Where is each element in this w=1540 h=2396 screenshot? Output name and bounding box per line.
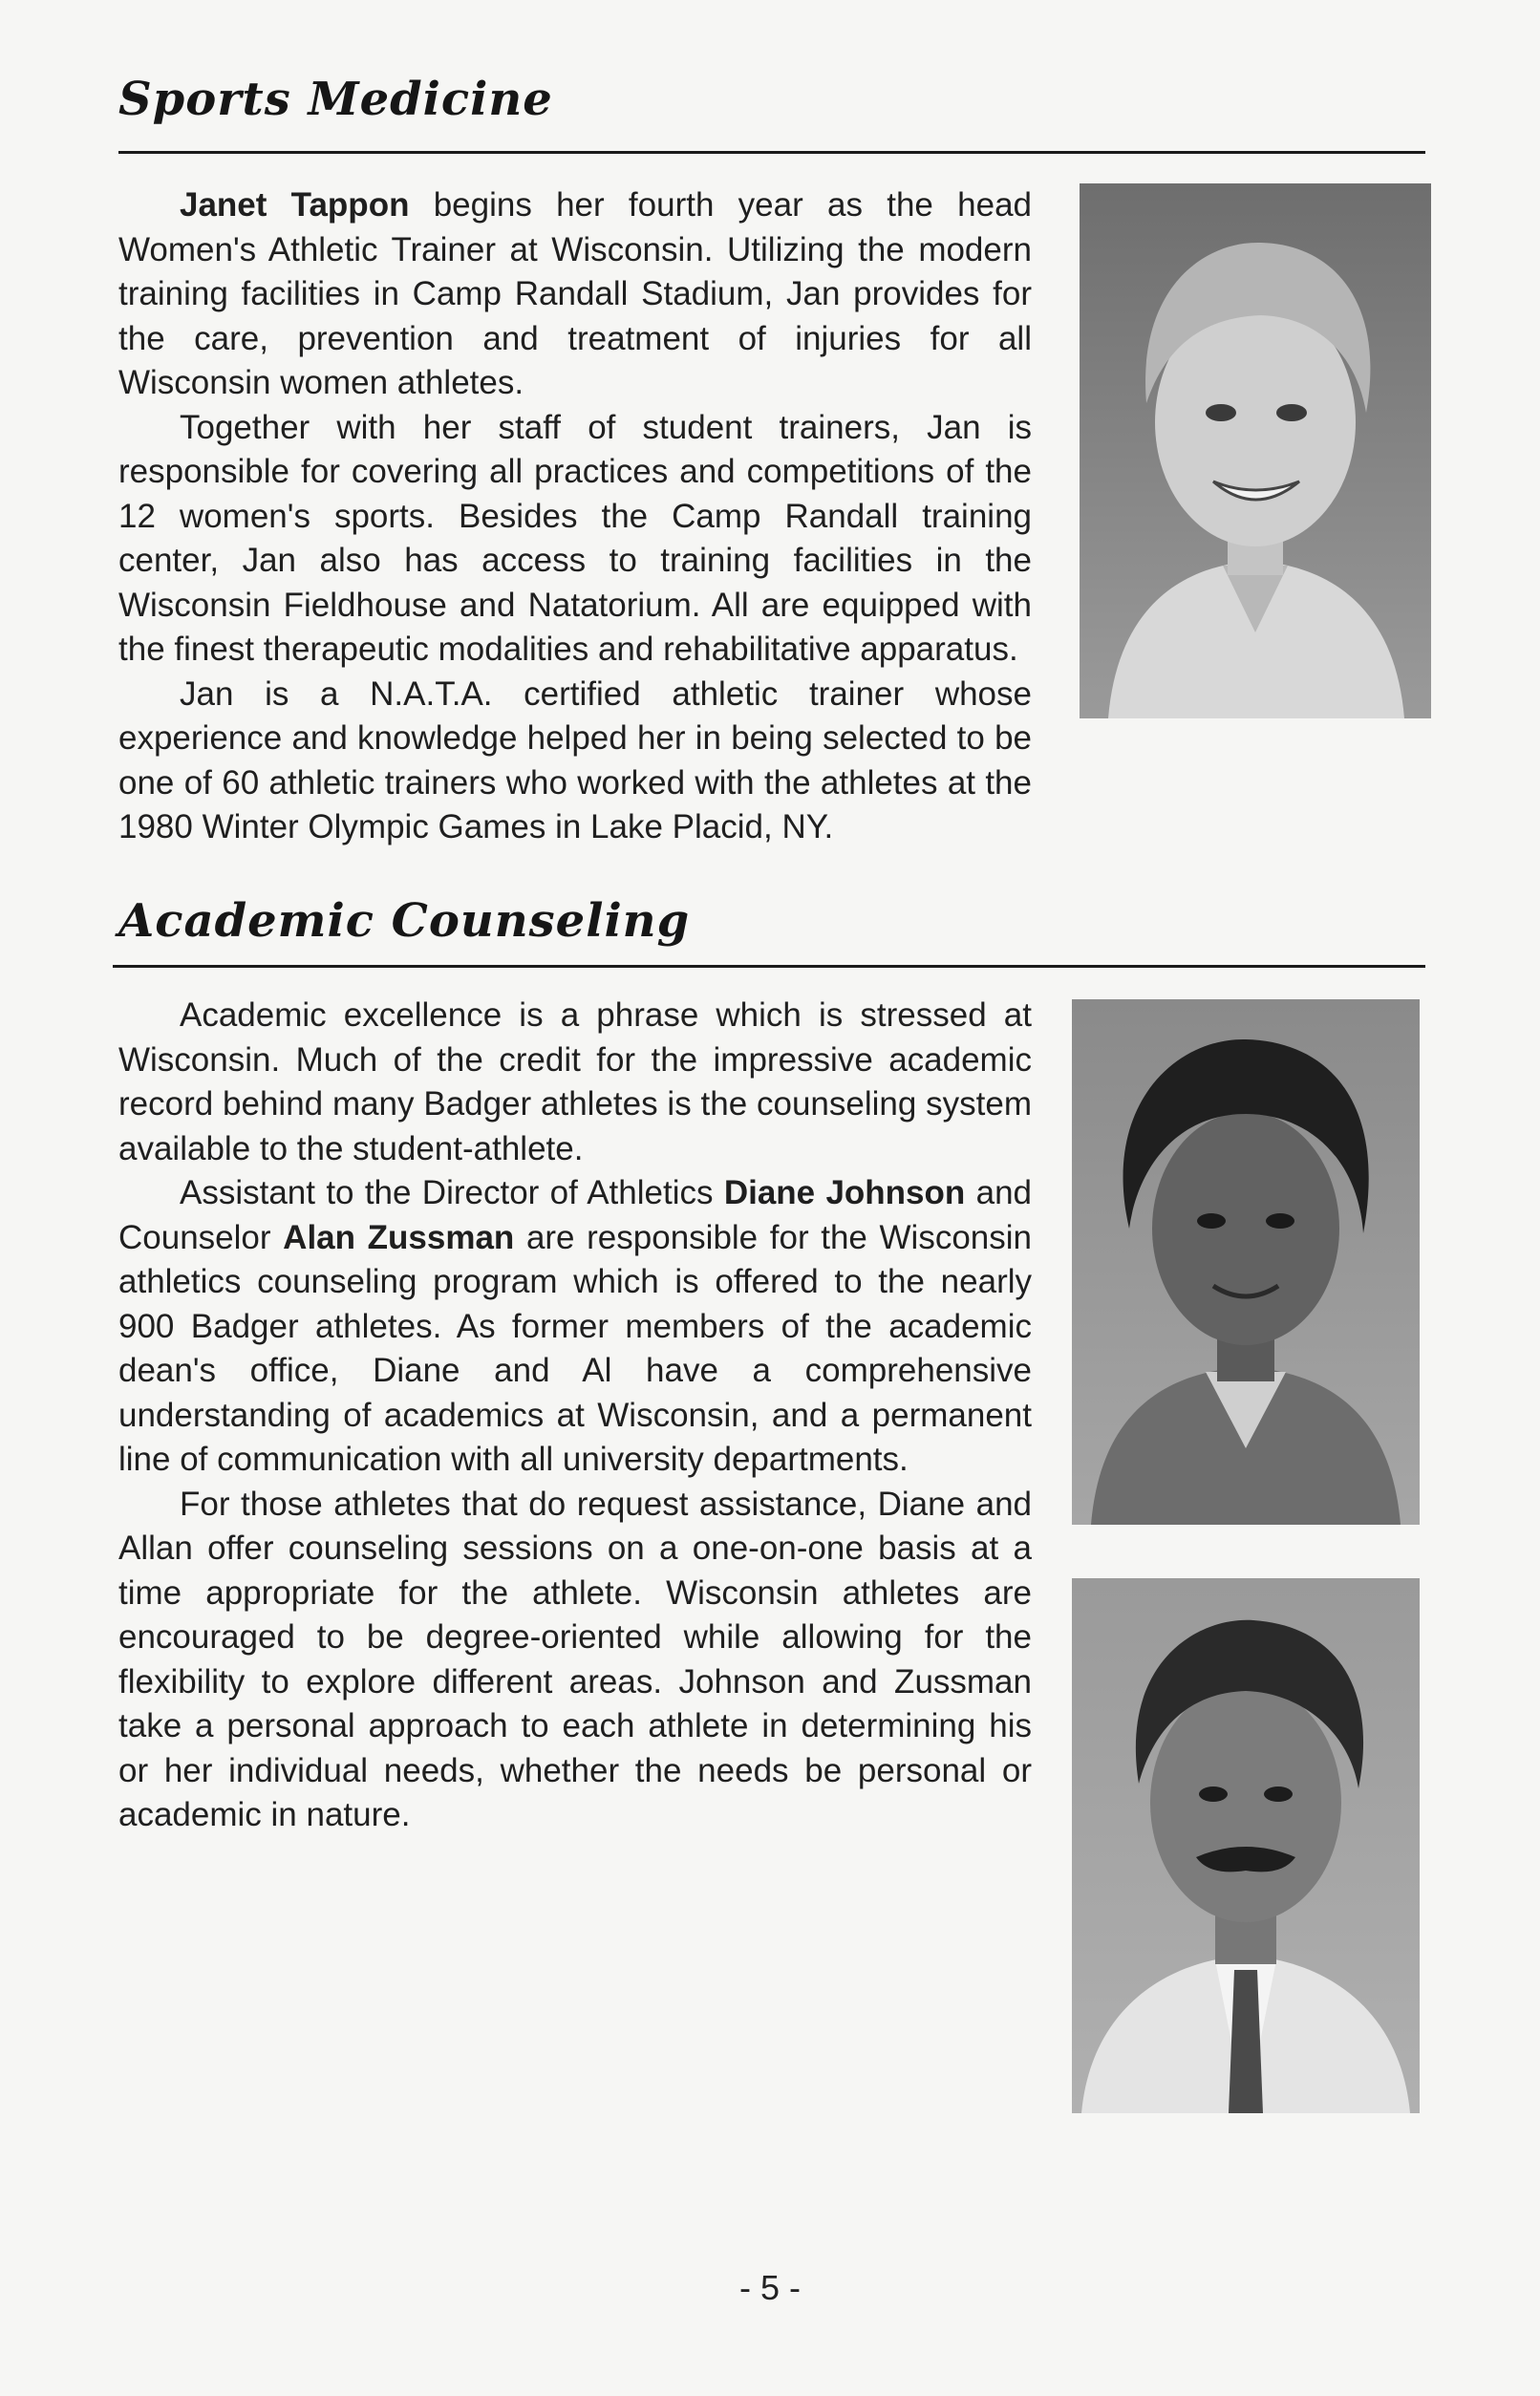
sports-medicine-paragraph-1	[118, 183, 1032, 406]
name-alan-zussman: Alan Zussman	[283, 1218, 515, 1256]
portrait-image	[1072, 999, 1420, 1525]
academic-counseling-paragraph-1: Academic excellence is a phrase which is stressed at Wisconsin. Much of the credit for the impressive academic record behind many Badger athletes is the counseling system available to the student-athlete.	[118, 996, 1032, 1167]
sports-medicine-paragraph-2: Together with her staff of student trainers, Jan is responsible for covering all practices and competitions of the 12 women's sports. Besides the Camp Randall training center, Jan also has access to training facilities in the Wisconsin Fieldhouse and Natatorium. All are equipped with the finest therapeutic modalities and rehabilitative apparatus.	[118, 408, 1032, 668]
academic-counseling-title: Academic Counseling	[118, 894, 691, 948]
academic-counseling-paragraph-2	[118, 1171, 1032, 1483]
academic-counseling-rule	[113, 965, 1425, 968]
academic-counseling-paragraph-3: For those athletes that do request assistance, Diane and Allan offer counseling sessions on a one-on-one basis at a time appropriate for the athlete. Wisconsin athletes are encouraged to be degree-oriented while allowing for the flexibility to explore different areas. Johnson and Zussman take a personal approach to each athlete in determining his or her individual needs, whether the needs be personal or academic in nature.	[118, 1485, 1032, 1833]
name-diane-johnson: Diane Johnson	[723, 1174, 966, 1211]
paragraph-text: are responsible for the Wisconsin athletics counseling program which is offered to the nearly 900 Badger athletes. As former members of the academic dean's office, Diane and Al have a comprehensive understanding of academics at Wisconsin, and a permanent line of communication with all university departments.	[118, 1218, 1033, 1478]
sports-medicine-title: Sports Medicine	[118, 73, 553, 126]
portrait-diane-johnson	[1072, 999, 1420, 1525]
sports-medicine-rule	[118, 151, 1425, 154]
academic-counseling-body	[118, 994, 1032, 1838]
paragraph-text: begins her fourth year as the head Women's Athletic Trainer at Wisconsin. Utilizing the modern training facilities in Camp Randall Stadium, Jan provides for the care, prevention and treatment of injuries for all Wisconsin women athletes.	[118, 186, 1033, 401]
portrait-alan-zussman	[1072, 1578, 1420, 2113]
page-number: - 5 -	[738, 2268, 801, 2307]
sports-medicine-body	[118, 183, 1032, 850]
sports-medicine-paragraph-3: Jan is a N.A.T.A. certified athletic trainer whose experience and knowledge helped her in being selected to be one of 60 athletic trainers who worked with the athletes at the 1980 Winter Olympic Games in Lake Placid, NY.	[118, 674, 1032, 845]
portrait-image	[1080, 183, 1431, 718]
paragraph-text: and Counselor	[118, 1174, 1032, 1256]
paragraph-text: Assistant to the Director of Athletics	[180, 1174, 724, 1211]
portrait-janet-tappon	[1080, 183, 1431, 718]
portrait-image	[1072, 1578, 1420, 2113]
trainer-name: Janet Tappon	[180, 186, 410, 224]
